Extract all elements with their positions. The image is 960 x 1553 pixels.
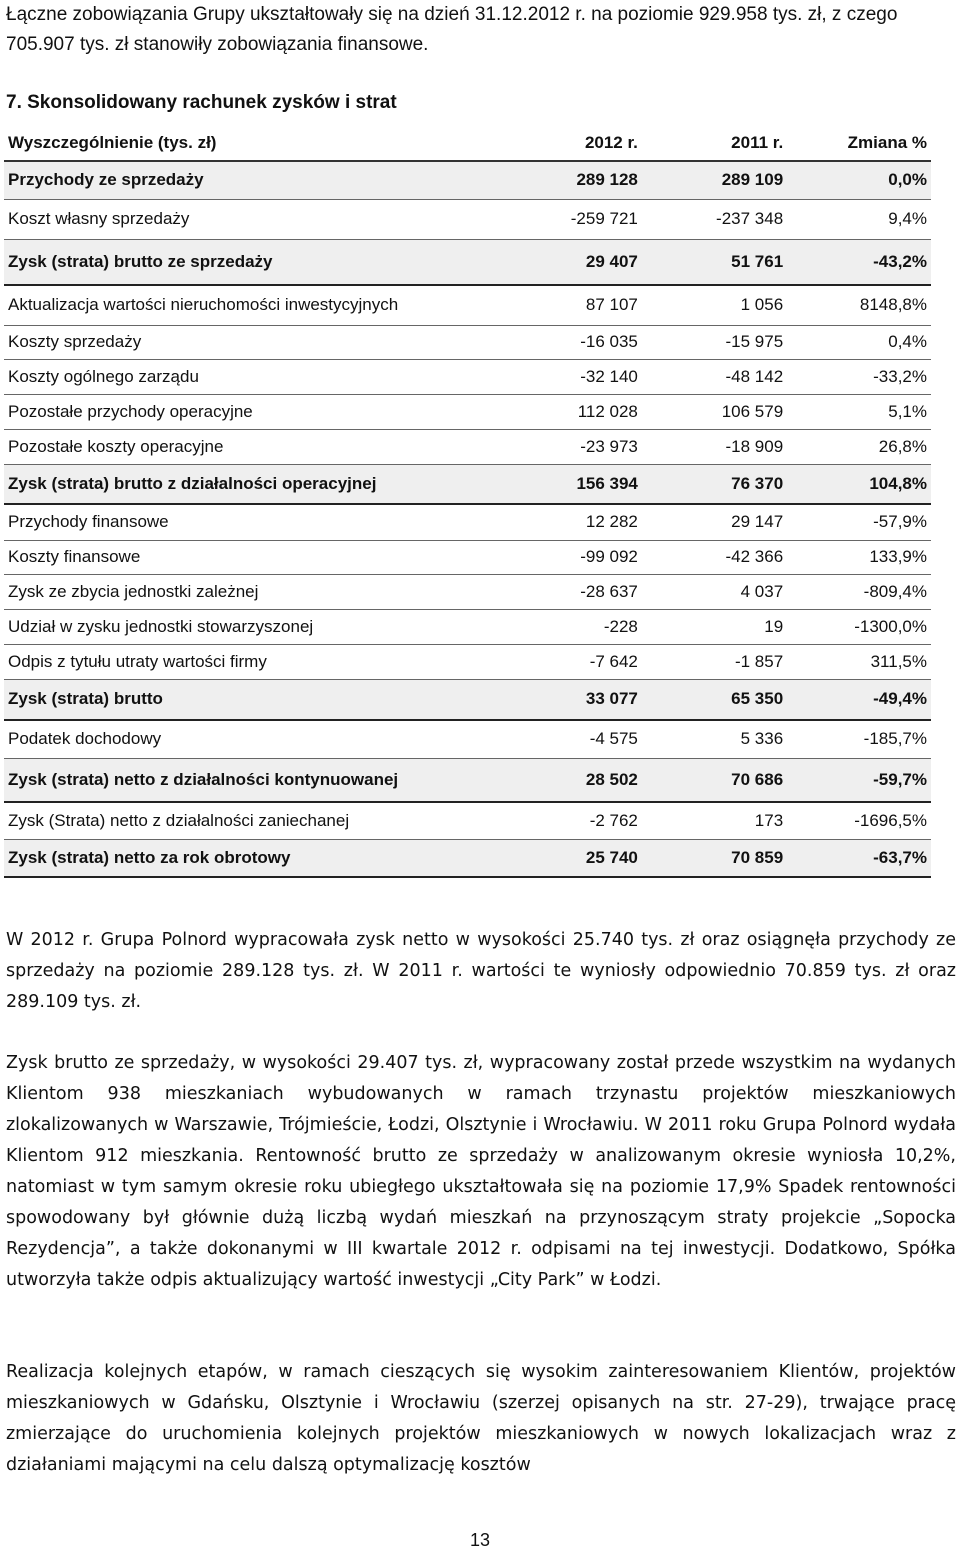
change-percent: 8148,8%	[859, 295, 927, 315]
row-label: Przychody ze sprzedaży	[8, 170, 204, 190]
value-2011: 4 037	[740, 581, 784, 601]
paragraph-net-profit	[6, 925, 956, 1018]
row-label: Koszty ogólnego zarządu	[8, 366, 199, 386]
value-2012: 25 740	[585, 847, 638, 867]
change-percent: -63,7%	[873, 847, 927, 867]
change-percent: -185,7%	[863, 729, 927, 749]
row-label: Zysk (strata) brutto z działalności operacyjnej	[8, 473, 377, 493]
table-row	[4, 720, 931, 758]
value-2012: -32 140	[580, 366, 638, 386]
change-percent: -1696,5%	[854, 810, 927, 830]
value-2012: -28 637	[580, 581, 638, 601]
table-row	[4, 325, 931, 359]
value-2012: -99 092	[580, 547, 638, 566]
row-label: Pozostałe koszty operacyjne	[8, 436, 224, 456]
row-label: Koszty sprzedaży	[8, 332, 142, 351]
change-percent: -43,2%	[873, 251, 927, 271]
paragraph-text: Zysk brutto ze sprzedaży, w wysokości 29.407 tys. zł, wypracowany został przede wszystkim na wydanych Klientom 938 mieszkaniach wybudowanych w ramach trzynastu projektów mieszkaniowych zlokalizowanych w Warszawie, Trójmieście, Łodzi, Olsztynie i Wrocławiu. W 2011 roku Grupa Polnord wydała Klientom 912 mieszkania. Rentowność brutto ze sprzedaży w analizowanym okresie wyniosła 10,2%, natomiast w tym samym okresie roku ubiegłego ukształtowała się na poziomie 17,9% Spadek rentowności spowodowany był głównie dużą liczbą wydań mieszkań na przynoszącym straty projekcie „Sopocka Rezydencja”, a także dokonanymi w III kwartale 2012 r. odpisami na tej inwestycji. Dodatkowo, Spółka utworzyła także odpis aktualizujący wartość inwestycji „City Park” w Łodzi.	[6, 1053, 956, 1290]
value-2012: 112 028	[577, 401, 638, 421]
change-percent: 0,0%	[888, 170, 927, 190]
row-label: Zysk (strata) netto za rok obrotowy	[8, 847, 291, 867]
row-label: Przychody finansowe	[8, 512, 169, 532]
value-2011: 70 686	[731, 769, 784, 789]
table-row	[4, 359, 931, 394]
value-2011: 70 859	[731, 847, 784, 867]
value-2011: -1 857	[734, 651, 784, 671]
row-label: Aktualizacja wartości nieruchomości inwestycyjnych	[8, 295, 399, 315]
table-row	[4, 609, 931, 644]
table-row	[4, 285, 931, 325]
value-2011: 29 147	[731, 512, 784, 532]
value-2012: 28 502	[585, 769, 638, 789]
paragraph-gross-profit	[6, 1048, 956, 1296]
table-row	[4, 679, 931, 720]
row-label: Udział w zysku jednostki stowarzyszonej	[8, 616, 314, 636]
change-percent: -59,7%	[873, 769, 927, 789]
value-2012: -4 575	[589, 729, 638, 749]
table-row	[4, 644, 931, 679]
table-row	[4, 429, 931, 464]
table-row	[4, 161, 931, 199]
value-2011: -42 366	[725, 547, 784, 566]
value-2012: 12 282	[585, 512, 638, 532]
table-row	[4, 504, 931, 540]
value-2011: 76 370	[731, 473, 784, 493]
change-percent: -809,4%	[863, 581, 927, 601]
value-2012: 156 394	[576, 473, 638, 493]
change-percent: 9,4%	[888, 209, 927, 228]
value-2011: -18 909	[725, 436, 784, 456]
change-percent: -57,9%	[873, 512, 927, 532]
row-label: Zysk (strata) netto z działalności kontynuowanej	[8, 769, 399, 789]
value-2012: 29 407	[585, 251, 638, 271]
change-percent: 0,4%	[888, 332, 927, 351]
table-row	[4, 839, 931, 877]
value-2011: 289 109	[721, 170, 784, 190]
value-2011: 106 579	[721, 401, 784, 421]
row-label: Koszty finansowe	[8, 547, 141, 566]
row-label: Podatek dochodowy	[8, 729, 162, 749]
table-row	[4, 758, 931, 802]
table-row	[4, 574, 931, 609]
header-2011: 2011 r.	[731, 133, 784, 152]
table-row	[4, 199, 931, 239]
value-2011: 19	[764, 616, 784, 636]
change-percent: 5,1%	[888, 401, 927, 421]
value-2011: -48 142	[725, 366, 784, 386]
change-percent: 311,5%	[870, 651, 927, 671]
table-row	[4, 239, 931, 285]
paragraph-text: Realizacja kolejnych etapów, w ramach cieszących się wysokim zainteresowaniem Klientów, projektów mieszkaniowych w Gdańsku, Olsztynie i Wrocławiu (szerzej opisanych na str. 27-29), trwające pracę zmierzające do uruchomienia kolejnych projektów mieszkaniowych w nowych lokalizacjach wraz z działaniami mającymi na celu dalszą optymalizację kosztów	[6, 1362, 956, 1475]
value-2011: -237 348	[716, 209, 784, 228]
table-row	[4, 394, 931, 429]
change-percent: 104,8%	[869, 473, 927, 493]
value-2012: 33 077	[585, 689, 638, 709]
value-2011: 1 056	[740, 295, 784, 315]
value-2012: -23 973	[580, 436, 638, 456]
paragraph-text: W 2012 r. Grupa Polnord wypracowała zysk netto w wysokości 25.740 tys. zł oraz osiągnęła przychody ze sprzedaży na poziomie 289.128 tys. zł. W 2011 r. wartości te wyniosły odpowiednio 70.859 tys. zł oraz 289.109 tys. zł.	[6, 930, 956, 1012]
value-2012: -16 035	[580, 332, 638, 351]
intro-paragraph: Łączne zobowiązania Grupy ukształtowały się na dzień 31.12.2012 r. na poziomie 929.958 tys. zł, z czego 705.907 tys. zł stanowiły zobowiązania finansowe.	[6, 4, 898, 55]
table-row	[4, 540, 931, 574]
paragraph-projects	[6, 1357, 956, 1481]
row-label: Odpis z tytułu utraty wartości firmy	[8, 651, 267, 671]
row-label: Zysk ze zbycia jednostki zależnej	[8, 581, 259, 601]
value-2011: -15 975	[725, 332, 784, 351]
change-percent: 133,9%	[869, 547, 927, 566]
row-label: Zysk (strata) brutto ze sprzedaży	[8, 251, 273, 271]
row-label: Zysk (Strata) netto z działalności zaniechanej	[8, 810, 350, 830]
value-2011: 51 761	[731, 251, 784, 271]
value-2012: 289 128	[576, 170, 638, 190]
row-label: Zysk (strata) brutto	[8, 689, 163, 709]
change-percent: -33,2%	[873, 366, 927, 386]
header-change: Zmiana %	[847, 133, 927, 152]
row-label: Pozostałe przychody operacyjne	[8, 401, 253, 421]
value-2011: 5 336	[740, 729, 784, 749]
table-row	[4, 802, 931, 839]
value-2012: -228	[603, 616, 638, 636]
change-percent: -49,4%	[873, 689, 927, 709]
value-2011: 173	[754, 810, 784, 830]
header-item: Wyszczególnienie (tys. zł)	[8, 133, 217, 152]
value-2012: -2 762	[589, 810, 638, 830]
value-2012: -7 642	[589, 651, 638, 671]
change-percent: 26,8%	[878, 436, 927, 456]
table-header-row	[4, 126, 931, 161]
value-2011: 65 350	[731, 689, 784, 709]
change-percent: -1300,0%	[854, 616, 927, 636]
page-number: 13	[469, 1530, 491, 1550]
income-statement-table	[4, 126, 931, 878]
table-row	[4, 464, 931, 504]
header-2012: 2012 r.	[584, 133, 638, 152]
value-2012: -259 721	[570, 209, 638, 228]
row-label: Koszt własny sprzedaży	[8, 209, 190, 228]
section-title: 7. Skonsolidowany rachunek zysków i strat	[6, 92, 397, 113]
value-2012: 87 107	[585, 295, 638, 315]
